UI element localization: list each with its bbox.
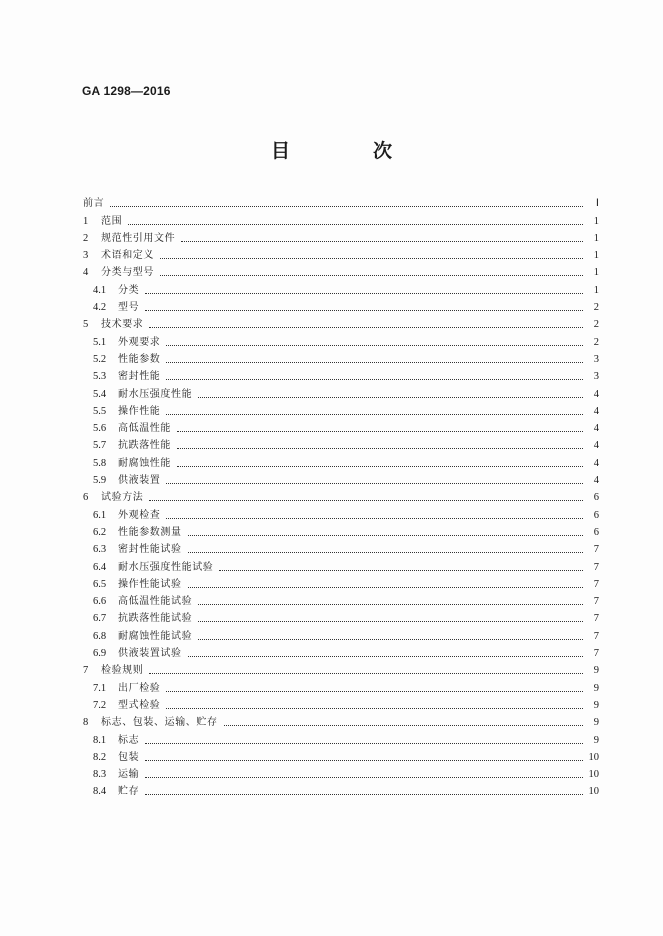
toc-entry-label: 标志、包装、运输、贮存: [101, 717, 218, 729]
toc-entry-label: 前言: [83, 198, 105, 210]
toc-entry-label: 耐腐蚀性能试验: [118, 630, 193, 642]
toc-entry-number: 8.4: [93, 786, 107, 798]
toc-entry-label: 耐水压强度性能试验: [118, 561, 214, 573]
toc-dot-leader: [166, 344, 583, 346]
toc-entry[interactable]: [83, 228, 599, 245]
toc-dot-leader: [181, 240, 583, 242]
toc-entry-number: 3: [83, 250, 89, 262]
toc-dot-leader: [188, 551, 583, 553]
toc-entry-label: 操作性能: [118, 405, 161, 417]
toc-entry-number: 2: [83, 232, 89, 244]
toc-entry-label: 抗跌落性能试验: [118, 613, 193, 625]
toc-entry[interactable]: [83, 401, 599, 418]
toc-entry-label: 标志: [118, 734, 140, 746]
toc-dot-leader: [177, 430, 583, 432]
toc-entry-label: 耐水压强度性能: [118, 388, 193, 400]
toc-dot-leader: [198, 620, 583, 622]
toc-entry[interactable]: [83, 383, 599, 400]
toc-title: 目 次: [270, 140, 424, 162]
toc-entry-number: 6.6: [93, 596, 107, 608]
toc-entry-label: 密封性能: [118, 371, 161, 383]
toc-entry-label: 贮存: [118, 786, 140, 798]
toc-entry-page: 7: [593, 613, 599, 625]
toc-entry-label: 包装: [118, 751, 140, 763]
toc-entry-label: 抗跌落性能: [118, 440, 171, 452]
toc-dot-leader: [198, 638, 583, 640]
toc-dot-leader: [219, 569, 583, 571]
toc-entry[interactable]: [83, 314, 599, 331]
toc-entry-page: 9: [593, 665, 599, 677]
toc-entry-number: 5.9: [93, 475, 107, 487]
toc-entry[interactable]: [83, 677, 599, 694]
toc-dot-leader: [149, 499, 583, 501]
toc-entry-page: 1: [593, 232, 599, 244]
toc-dot-leader: [166, 707, 583, 709]
toc-entry-number: 7.1: [93, 682, 107, 694]
toc-dot-leader: [166, 378, 583, 380]
toc-entry-page: 2: [593, 319, 599, 331]
toc-dot-leader: [224, 724, 583, 726]
toc-entry[interactable]: [83, 556, 599, 573]
toc-entry-label: 技术要求: [101, 319, 144, 331]
toc-entry[interactable]: [83, 435, 599, 452]
toc-entry-page: 2: [593, 336, 599, 348]
toc-dot-leader: [198, 603, 583, 605]
toc-entry-number: 5.4: [93, 388, 107, 400]
toc-entry-number: 6.5: [93, 578, 107, 590]
toc-entry-page: 7: [593, 630, 599, 642]
toc-entry-number: 6.9: [93, 648, 107, 660]
toc-entry[interactable]: [83, 591, 599, 608]
toc-entry-number: 6.4: [93, 561, 107, 573]
toc-dot-leader: [160, 257, 583, 259]
toc-entry-page: 7: [593, 544, 599, 556]
toc-dot-leader: [166, 413, 583, 415]
toc-entry-label: 高低温性能: [118, 423, 171, 435]
toc-entry-page: 9: [593, 682, 599, 694]
toc-dot-leader: [145, 292, 583, 294]
toc-entry-number: 5: [83, 319, 89, 331]
toc-entry-number: 5.8: [93, 457, 107, 469]
toc-entry-number: 6.1: [93, 509, 107, 521]
toc-entry-page: 9: [593, 734, 599, 746]
toc-entry-number: 5.7: [93, 440, 107, 452]
toc-entry-number: 8.3: [93, 769, 107, 781]
toc-entry-page: 10: [588, 751, 599, 763]
toc-dot-leader: [145, 776, 583, 778]
toc-dot-leader: [160, 274, 583, 276]
toc-entry[interactable]: [83, 452, 599, 469]
toc-entry-label: 操作性能试验: [118, 578, 182, 590]
toc-entry-page: 9: [593, 699, 599, 711]
toc-entry-number: 5.5: [93, 405, 107, 417]
toc-entry-page: Ⅰ: [595, 198, 599, 210]
toc-entry[interactable]: [83, 539, 599, 556]
toc-entry-number: 6.7: [93, 613, 107, 625]
toc-entry-label: 供液装置: [118, 475, 161, 487]
toc-entry-number: 4.1: [93, 284, 107, 296]
toc-entry-page: 7: [593, 596, 599, 608]
toc-entry-label: 运输: [118, 769, 140, 781]
toc-entry[interactable]: [83, 764, 599, 781]
toc-entry[interactable]: [83, 608, 599, 625]
toc-dot-leader: [128, 223, 583, 225]
toc-entry-label: 耐腐蚀性能: [118, 457, 171, 469]
toc-entry-label: 检验规则: [101, 665, 144, 677]
toc-entry[interactable]: [83, 643, 599, 660]
toc-entry[interactable]: [83, 349, 599, 366]
toc-entry-label: 供液装置试验: [118, 648, 182, 660]
toc-entry-number: 5.6: [93, 423, 107, 435]
toc-entry[interactable]: [83, 625, 599, 642]
toc-entry-page: 6: [593, 509, 599, 521]
toc-entry[interactable]: [83, 712, 599, 729]
toc-entry-page: 1: [593, 284, 599, 296]
toc-entry-number: 7.2: [93, 699, 107, 711]
toc-entry-label: 型式检验: [118, 699, 161, 711]
toc-entry[interactable]: [83, 695, 599, 712]
toc-dot-leader: [198, 396, 583, 398]
toc-entry-number: 6.2: [93, 526, 107, 538]
toc-entry-page: 4: [593, 423, 599, 435]
toc-dot-leader: [145, 759, 583, 761]
toc-entry-number: 6.3: [93, 544, 107, 556]
toc-entry-page: 10: [588, 786, 599, 798]
toc-entry-page: 4: [593, 405, 599, 417]
toc-entry-number: 5.3: [93, 371, 107, 383]
toc-entry[interactable]: [83, 747, 599, 764]
toc-entry-page: 2: [593, 302, 599, 314]
table-of-contents: [83, 193, 599, 798]
toc-entry-page: 7: [593, 648, 599, 660]
toc-entry[interactable]: [83, 331, 599, 348]
toc-entry[interactable]: [83, 262, 599, 279]
toc-entry[interactable]: [83, 245, 599, 262]
toc-entry[interactable]: [83, 781, 599, 798]
toc-dot-leader: [188, 655, 583, 657]
toc-entry-label: 性能参数测量: [118, 526, 182, 538]
toc-entry-label: 试验方法: [101, 492, 144, 504]
standard-code: GA 1298—2016: [82, 84, 171, 98]
toc-entry[interactable]: [83, 210, 599, 227]
toc-entry[interactable]: [83, 193, 599, 210]
toc-entry-number: 5.1: [93, 336, 107, 348]
toc-entry-label: 术语和定义: [101, 250, 154, 262]
toc-entry-label: 高低温性能试验: [118, 596, 193, 608]
toc-entry[interactable]: [83, 487, 599, 504]
toc-entry-page: 7: [593, 561, 599, 573]
toc-entry[interactable]: [83, 660, 599, 677]
toc-entry[interactable]: [83, 574, 599, 591]
toc-dot-leader: [166, 690, 583, 692]
toc-entry-label: 范围: [101, 215, 123, 227]
toc-entry-label: 分类与型号: [101, 267, 154, 279]
toc-dot-leader: [177, 447, 583, 449]
toc-entry-page: 1: [593, 250, 599, 262]
toc-entry-label: 外观要求: [118, 336, 161, 348]
toc-entry-label: 密封性能试验: [118, 544, 182, 556]
toc-entry-page: 9: [593, 717, 599, 729]
toc-entry-page: 7: [593, 578, 599, 590]
toc-entry-number: 7: [83, 665, 89, 677]
toc-entry-label: 出厂检验: [118, 682, 161, 694]
toc-dot-leader: [110, 205, 583, 207]
toc-entry-number: 1: [83, 215, 89, 227]
toc-entry-page: 4: [593, 475, 599, 487]
toc-entry-number: 6.8: [93, 630, 107, 642]
toc-entry-page: 3: [593, 371, 599, 383]
toc-entry[interactable]: [83, 418, 599, 435]
toc-entry-page: 4: [593, 440, 599, 452]
toc-dot-leader: [188, 586, 583, 588]
toc-entry-number: 6: [83, 492, 89, 504]
toc-entry[interactable]: [83, 504, 599, 521]
toc-dot-leader: [177, 465, 583, 467]
toc-entry-number: 4.2: [93, 302, 107, 314]
toc-entry-number: 4: [83, 267, 89, 279]
toc-entry-label: 规范性引用文件: [101, 232, 176, 244]
toc-entry-number: 8.1: [93, 734, 107, 746]
toc-entry-label: 型号: [118, 302, 140, 314]
toc-entry-label: 性能参数: [118, 353, 161, 365]
toc-entry-label: 外观检查: [118, 509, 161, 521]
toc-dot-leader: [166, 517, 583, 519]
toc-entry[interactable]: [83, 729, 599, 746]
toc-entry[interactable]: [83, 470, 599, 487]
toc-entry-page: 10: [588, 769, 599, 781]
toc-entry[interactable]: [83, 366, 599, 383]
toc-entry-number: 5.2: [93, 353, 107, 365]
toc-entry-page: 6: [593, 492, 599, 504]
toc-dot-leader: [166, 361, 583, 363]
toc-dot-leader: [149, 326, 583, 328]
toc-entry-page: 6: [593, 526, 599, 538]
toc-entry[interactable]: [83, 297, 599, 314]
toc-entry-page: 1: [593, 267, 599, 279]
toc-entry[interactable]: [83, 279, 599, 296]
toc-entry-label: 分类: [118, 284, 140, 296]
toc-dot-leader: [166, 482, 583, 484]
toc-entry-page: 3: [593, 353, 599, 365]
toc-entry-number: 8: [83, 717, 89, 729]
toc-dot-leader: [145, 742, 583, 744]
toc-dot-leader: [188, 534, 583, 536]
toc-entry[interactable]: [83, 522, 599, 539]
toc-entry-number: 8.2: [93, 751, 107, 763]
toc-entry-page: 4: [593, 457, 599, 469]
toc-entry-page: 4: [593, 388, 599, 400]
toc-entry-page: 1: [593, 215, 599, 227]
toc-dot-leader: [145, 793, 583, 795]
toc-dot-leader: [149, 672, 583, 674]
toc-dot-leader: [145, 309, 583, 311]
